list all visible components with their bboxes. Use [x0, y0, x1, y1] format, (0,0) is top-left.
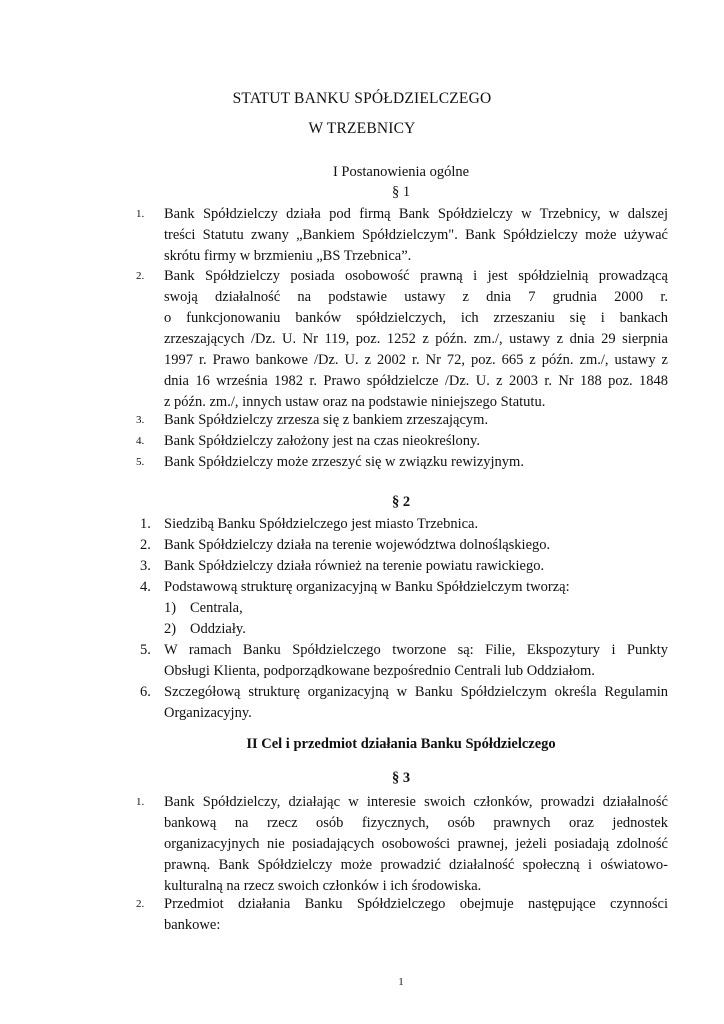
item-line: Bank Spółdzielczy zrzesza się z bankiem zrzeszającym.: [164, 412, 489, 428]
document-subtitle: W TRZEBNICY: [308, 120, 416, 137]
item-line: Podstawową strukturę organizacyjną w Banku Spółdzielczym tworzą:: [164, 579, 570, 595]
item-line: Bank Spółdzielczy założony jest na czas nieokreślony.: [164, 433, 480, 449]
item-number: 3.: [136, 414, 145, 426]
item-line: Bank Spółdzielczy działa również na terenie powiatu rawickiego.: [164, 558, 545, 574]
paragraph-symbol-3: § 3: [391, 770, 411, 786]
sub-item-text: Centrala,: [190, 600, 243, 616]
item-line: skrótu firmy w brzmieniu „BS Trzebnica”.: [164, 248, 412, 264]
item-line: Siedzibą Banku Spółdzielczego jest miasto Trzebnica.: [164, 516, 479, 532]
item-line: prawną. Bank Spółdzielczy może prowadzić działalność społeczną i oświatowo-: [164, 857, 668, 873]
document-title: STATUT BANKU SPÓŁDZIELCZEGO: [232, 90, 492, 107]
item-line: W ramach Banku Spółdzielczego tworzone są: Filie, Ekspozytury i Punkty: [164, 642, 668, 658]
item-number: 1.: [136, 796, 145, 808]
item-line: organizacyjnych nie posiadających osobowości prawnej, jeżeli posiadają zdolność: [164, 836, 668, 852]
paragraph-symbol-1: § 1: [391, 184, 411, 200]
item-number: 4.: [136, 435, 145, 447]
item-line: Szczegółową strukturę organizacyjną w Banku Spółdzielczym określa Regulamin: [164, 684, 668, 700]
item-line: o funkcjonowaniu banków spółdzielczych, ich zrzeszaniu się i bankach: [164, 310, 668, 326]
item-number: 5.: [140, 642, 151, 658]
paragraph-symbol-2: § 2: [391, 494, 411, 510]
item-line: swoją działalność na podstawie ustawy z dnia 7 grudnia 2000 r.: [164, 289, 668, 305]
item-number: 1.: [136, 208, 145, 220]
item-line: Bank Spółdzielczy może zrzeszyć się w związku rewizyjnym.: [164, 454, 524, 470]
item-line: Bank Spółdzielczy działa na terenie województwa dolnośląskiego.: [164, 537, 551, 553]
par2-sub-item-2: [164, 619, 564, 640]
sub-item-text: Oddziały.: [190, 621, 246, 637]
item-line: bankową na rzecz osób fizycznych, osób prawnych oraz jednostek: [164, 815, 668, 831]
item-line: 1997 r. Prawo bankowe /Dz. U. z 2002 r. Nr 72, poz. 665 z późn. zm./, ustawy z: [164, 352, 668, 368]
item-line: zrzeszających /Dz. U. Nr 119, poz. 1252 z późn. zm./, ustawy z dnia 29 sierpnia: [164, 331, 668, 347]
item-line: kulturalną na rzecz swoich członków i ich środowiska.: [164, 878, 482, 894]
section-heading-2: II Cel i przedmiot działania Banku Spółdzielczego: [246, 736, 556, 752]
sub-item-number: 1): [164, 600, 177, 616]
par2-sub-item-1: [164, 598, 564, 619]
item-number: 2.: [136, 270, 145, 282]
page-number: 1: [398, 976, 404, 988]
item-number: 6.: [140, 684, 151, 700]
item-number: 5.: [136, 456, 145, 468]
item-line: Organizacyjny.: [164, 705, 252, 721]
item-number: 4.: [140, 579, 151, 595]
item-line: dnia 16 września 1982 r. Prawo spółdzielcze /Dz. U. z 2003 r. Nr 188 poz. 1848: [164, 373, 668, 389]
sub-item-number: 2): [164, 621, 177, 637]
item-line: bankowe:: [164, 917, 221, 933]
item-line: Bank Spółdzielczy działa pod firmą Bank Spółdzielczy w Trzebnicy, w dalszej: [164, 206, 668, 222]
item-line: Obsługi Klienta, podporządkowane bezpośrednio Centrali lub Oddziałom.: [164, 663, 595, 679]
section-heading-1: I Postanowienia ogólne: [332, 164, 470, 180]
item-line: treści Statutu zwany „Bankiem Spółdzielczym". Bank Spółdzielczy może używać: [164, 227, 668, 243]
item-line: Przedmiot działania Banku Spółdzielczego obejmuje następujące czynności: [164, 896, 668, 912]
item-number: 1.: [140, 516, 151, 532]
item-number: 2.: [136, 898, 145, 910]
item-line: Bank Spółdzielczy, działając w interesie swoich członków, prowadzi działalność: [164, 794, 668, 810]
item-number: 3.: [140, 558, 151, 574]
item-line: z późn. zm./, innych ustaw oraz na podstawie niniejszego Statutu.: [164, 394, 546, 410]
item-number: 2.: [140, 537, 151, 553]
item-line: Bank Spółdzielczy posiada osobowość prawną i jest spółdzielnią prowadzącą: [164, 268, 668, 284]
